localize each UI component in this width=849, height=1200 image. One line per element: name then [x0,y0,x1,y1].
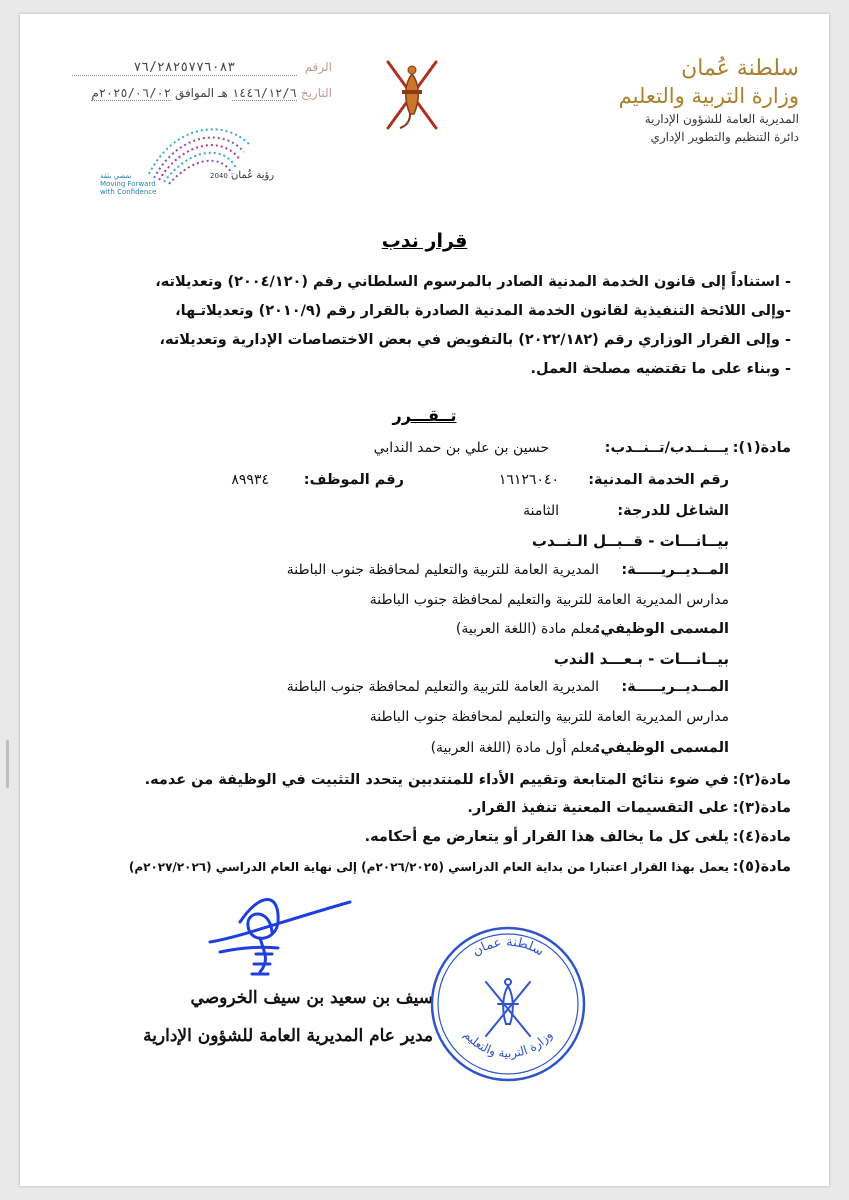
vision-slogan-ar: نمضي بثقة [100,172,132,180]
ministry-line3: المديرية العامة للشؤون الإدارية [644,112,799,126]
vision-slogan-en1: Moving Forward [100,180,156,188]
date-hijri: ١٤٤٦/١٢/٦ [231,86,297,100]
after-dir-label: المــديــريـــــة: [621,679,729,695]
before-title-value: معلم مادة (اللغة العربية) [455,621,599,637]
date-hijri-suffix: هـ الموافق [174,86,228,100]
preamble-line: - وإلى القرار الوزاري رقم (٢٠٢٢/١٨٢) بالتفويض في بعض الاختصاصات الإدارية وتعديلاته، [159,332,791,348]
before-dir-value: المديرية العامة للتربية والتعليم لمحافظة جنوب الباطنة [286,562,599,578]
signatory-position: مدير عام المديرية العامة للشؤون الإدارية [143,1026,433,1046]
vision-slogan-en2: with Confidence [100,188,157,196]
after-title-label: المسمى الوظيفي: [594,740,729,756]
preamble-line: - وبناء على ما تقتضيه مصلحة العمل. [530,361,791,377]
document-page [20,14,829,1186]
article-label: مادة(٤): [732,829,791,845]
date-gregorian: ٢٠٢٥/٠٦/٠٢م [91,86,171,100]
preamble-line: - استناداً إلى قانون الخدمة المدنية الصادر بالمرسوم السلطاني رقم (٢٠٠٤/١٢٠) وتعديلاته، [155,274,791,290]
ref-value: ٧٦/٢٨٢٥٧٧٦٠٨٣ [72,60,297,76]
civil-no-label: رقم الخدمة المدنية: [588,472,729,488]
ministry-line1: سلطنة عُمان [681,56,799,81]
vision-name: رؤية عُمان [231,170,275,181]
decision-title: قرار ندب [381,230,468,252]
oman-emblem-icon [380,56,444,136]
after-unit-value: مدارس المديرية العامة للتربية والتعليم لمحافظة جنوب الباطنة [369,709,729,725]
ministry-header [599,56,799,146]
before-heading: بيــانـــات - قــبــل الـنــدب [531,532,729,550]
ref-label: الرقم [304,60,332,74]
article-text: يلغى كل ما يخالف هذا القرار أو يتعارض مع أحكامه. [364,829,729,845]
stamp-bottom-text: وزارة التربية والتعليم [461,1027,555,1061]
stamp-top-text: سلطنة عمان [469,934,547,960]
grade-value: الثامنة [523,503,559,519]
article1-label: مادة(١): [732,440,791,456]
page-scroll-handle[interactable] [6,740,9,788]
decides-heading: تــقـــرر [392,406,457,425]
signatory-name: سيف بن سعيد بن سيف الخروصي [190,988,433,1008]
signature-icon [200,882,360,992]
preamble [51,268,791,384]
employee-name: حسين بن علي بن حمد الندابي [373,440,549,456]
before-title-label: المسمى الوظيفي: [594,621,729,637]
reference-block [72,60,332,101]
after-dir-value: المديرية العامة للتربية والتعليم لمحافظة جنوب الباطنة [286,679,599,695]
date-label: التاريخ [300,86,332,100]
article-text: على التقسيمات المعنية تنفيذ القرار. [467,800,729,816]
preamble-line: -وإلى اللائحة التنفيذية لقانون الخدمة المدنية الصادرة بالقرار رقم (٢٠١٠/٩) وتعديلاتـها، [175,303,791,319]
grade-label: الشاغل للدرجة: [617,503,729,519]
before-dir-label: المــديــريـــــة: [621,562,729,578]
ministry-line4: دائرة التنظيم والتطوير الإداري [650,130,799,144]
article-text: في ضوء نتائج المتابعة وتقييم الأداء للمنتدبين يتحدد التثبيت في الوظيفة من عدمه. [144,772,729,788]
after-heading: بيــانـــات - بـعـــد الندب [553,650,729,668]
civil-no-value: ١٦١٢٦٠٤٠ [498,472,559,488]
vision-2040-logo [100,114,275,204]
before-unit-value: مدارس المديرية العامة للتربية والتعليم لمحافظة جنوب الباطنة [369,592,729,608]
article-label: مادة(٢): [732,772,791,788]
emp-no-label: رقم الموظف: [303,472,404,488]
article-label: مادة(٥): [732,859,791,875]
nadab-label: يـــنــدب/تــنــدب: [604,440,729,456]
vision-year: 2040 [210,172,228,180]
emp-no-value: ٨٩٩٣٤ [231,472,269,488]
article-label: مادة(٣): [732,800,791,816]
after-title-value: معلم أول مادة (اللغة العربية) [430,740,599,756]
article-text: يعمل بهذا القرار اعتبارا من بداية العام الدراسي (٢٠٢٦/٢٠٢٥م) إلى نهاية العام الدراسي (٢٠٢٧/٢٠٢٦م) [128,860,729,874]
svg-text:وزارة التربية والتعليم [461,1028,555,1060]
svg-text:سلطنة عمان [470,935,547,960]
official-stamp-icon [428,924,588,1084]
ministry-line2: وزارة التربية والتعليم [618,84,799,108]
